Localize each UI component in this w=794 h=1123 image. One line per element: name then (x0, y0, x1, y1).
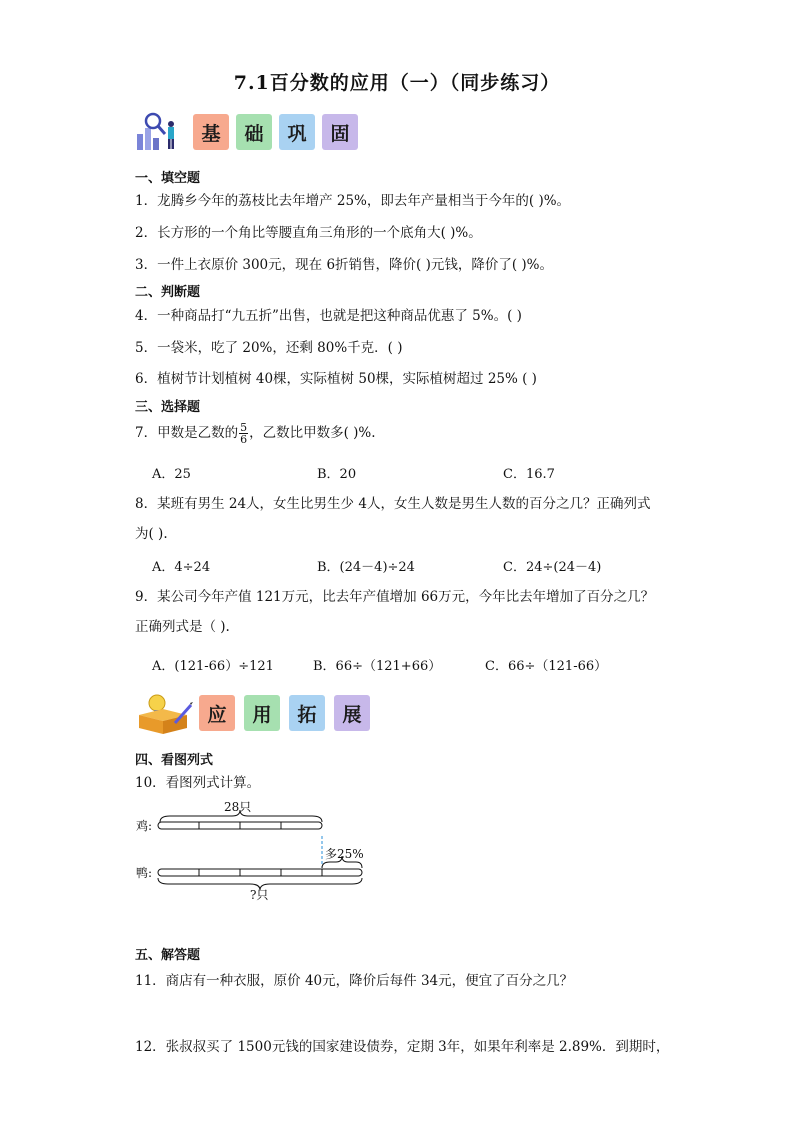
tile-gong: 巩 (279, 114, 315, 150)
lightbulb-box-icon (135, 693, 195, 735)
tile-tuo: 拓 (289, 695, 325, 731)
question-9-line-2: 正确列式是（ ). (135, 619, 230, 635)
tile-ying: 应 (199, 695, 235, 731)
tile-yong: 用 (244, 695, 280, 731)
section-heading-diagram: 四、看图列式 (135, 753, 214, 768)
duck-bar (158, 869, 362, 876)
page-title: 7.1百分数的应用（一）（同步练习） (233, 72, 561, 94)
section-heading-fill: 一、填空题 (135, 171, 201, 186)
question-10: 10．看图列式计算。 (135, 775, 261, 791)
question-3: 3．一件上衣原价 300元，现在 6折销售，降价( )元钱，降价了( )%。 (135, 257, 554, 273)
question-5: 5．一袋米，吃了 20%，还剩 80%千克．( ) (135, 340, 403, 356)
question-12: 12．张叔叔买了 1500元钱的国家建设债券，定期 3年，如果年利率是 2.89%．到期时， (135, 1039, 670, 1055)
q9-option-c: C．66÷（121-66） (485, 659, 608, 674)
chicken-brace (160, 810, 322, 822)
question-8-line-1: 8．某班有男生 24人，女生比男生少 4人，女生人数是男生人数的百分之几？正确列式 (135, 496, 651, 512)
tile-zhan: 展 (334, 695, 370, 731)
fraction-five-sixths (239, 422, 248, 445)
section-banner-basic (135, 112, 375, 152)
question-4: 4．一种商品打“九五折”出售，也就是把这种商品优惠了 5%。( ) (135, 308, 522, 324)
q7-option-c: C．16.7 (503, 467, 555, 482)
q8-option-c: C．24÷(24－4) (503, 560, 602, 575)
question-2: 2．长方形的一个角比等腰直角三角形的一个底角大( )%。 (135, 225, 482, 241)
question-7-prefix: 7．甲数是乙数的 (135, 425, 239, 441)
unknown-count-label: ?只 (250, 888, 269, 902)
question-7-suffix: ，乙数比甲数多( )%. (249, 425, 376, 441)
q8-option-b: B．(24－4)÷24 (317, 560, 415, 575)
segment-lines (130, 798, 390, 906)
fraction-denominator: 6 (240, 433, 248, 446)
question-8-line-2: 为( ). (135, 526, 168, 542)
section-banner-extension (135, 693, 395, 733)
magnifier-person-icon (135, 112, 185, 152)
question-9-line-1: 9．某公司今年产值 121万元，比去年产值增加 66万元，今年比去年增加了百分之几？ (135, 589, 655, 605)
segment-diagram (130, 798, 390, 906)
q7-option-b: B．20 (317, 467, 357, 482)
q7-option-a: A．25 (152, 467, 191, 482)
tile-chu: 础 (236, 114, 272, 150)
section-heading-choice: 三、选择题 (135, 400, 201, 415)
more-percent-label: 多25% (325, 847, 364, 861)
question-6: 6．植树节计划植树 40棵，实际植树 50棵，实际植树超过 25% ( ) (135, 371, 537, 387)
tile-gu: 固 (322, 114, 358, 150)
q9-option-a: A．(121-66）÷121 (152, 659, 274, 674)
tile-ji: 基 (193, 114, 229, 150)
duck-brace (158, 878, 362, 890)
question-7 (135, 422, 376, 445)
section-heading-solve: 五、解答题 (135, 948, 201, 963)
q8-option-a: A．4÷24 (152, 560, 211, 575)
question-1: 1．龙腾乡今年的荔枝比去年增产 25%，即去年产量相当于今年的( )%。 (135, 193, 571, 209)
chicken-label: 鸡: (136, 819, 153, 833)
question-11: 11．商店有一种衣服，原价 40元，降价后每件 34元，便宜了百分之几？ (135, 973, 574, 989)
chicken-count-label: 28只 (224, 800, 252, 814)
fraction-numerator: 5 (240, 421, 248, 434)
duck-label: 鸭: (136, 866, 153, 880)
more-brace (322, 856, 362, 868)
section-heading-judge: 二、判断题 (135, 285, 201, 300)
q9-option-b: B．66÷（121+66） (313, 659, 442, 674)
